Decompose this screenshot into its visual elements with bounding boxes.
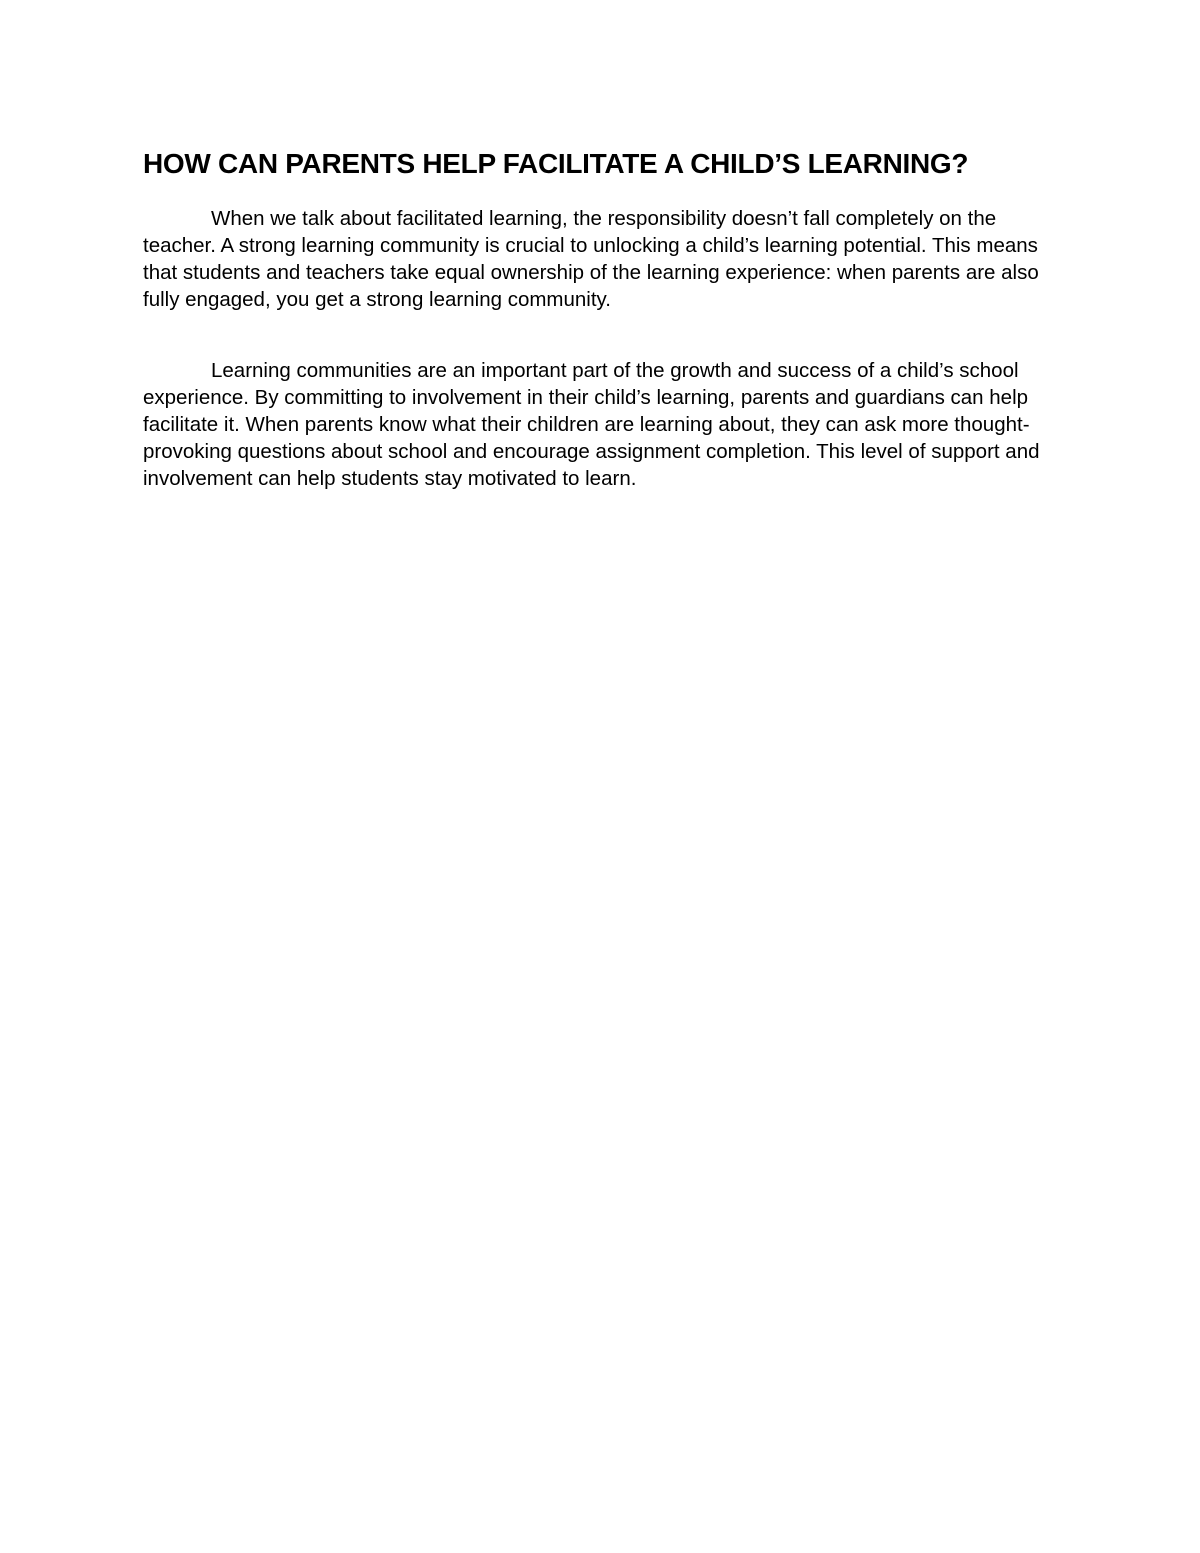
document-title: HOW CAN PARENTS HELP FACILITATE A CHILD’S LEARNING? — [143, 148, 969, 179]
paragraph-1: When we talk about facilitated learning, the responsibility doesn’t fall completely on the teacher. A strong learning community is crucial to unlocking a child’s learning potential. This means that students and teachers take equal ownership of the learning experience: when parents are also fully engaged, you get a strong learning community. — [143, 207, 1039, 311]
paragraph-2: Learning communities are an important part of the growth and success of a child’s school experience. By committing to involvement in their child’s learning, parents and guardians can help facilitate it. When parents know what their children are learning about, they can ask more thought-provoking questions about school and encourage assignment completion. This level of support and involvement can help students stay motivated to learn. — [143, 359, 1040, 490]
